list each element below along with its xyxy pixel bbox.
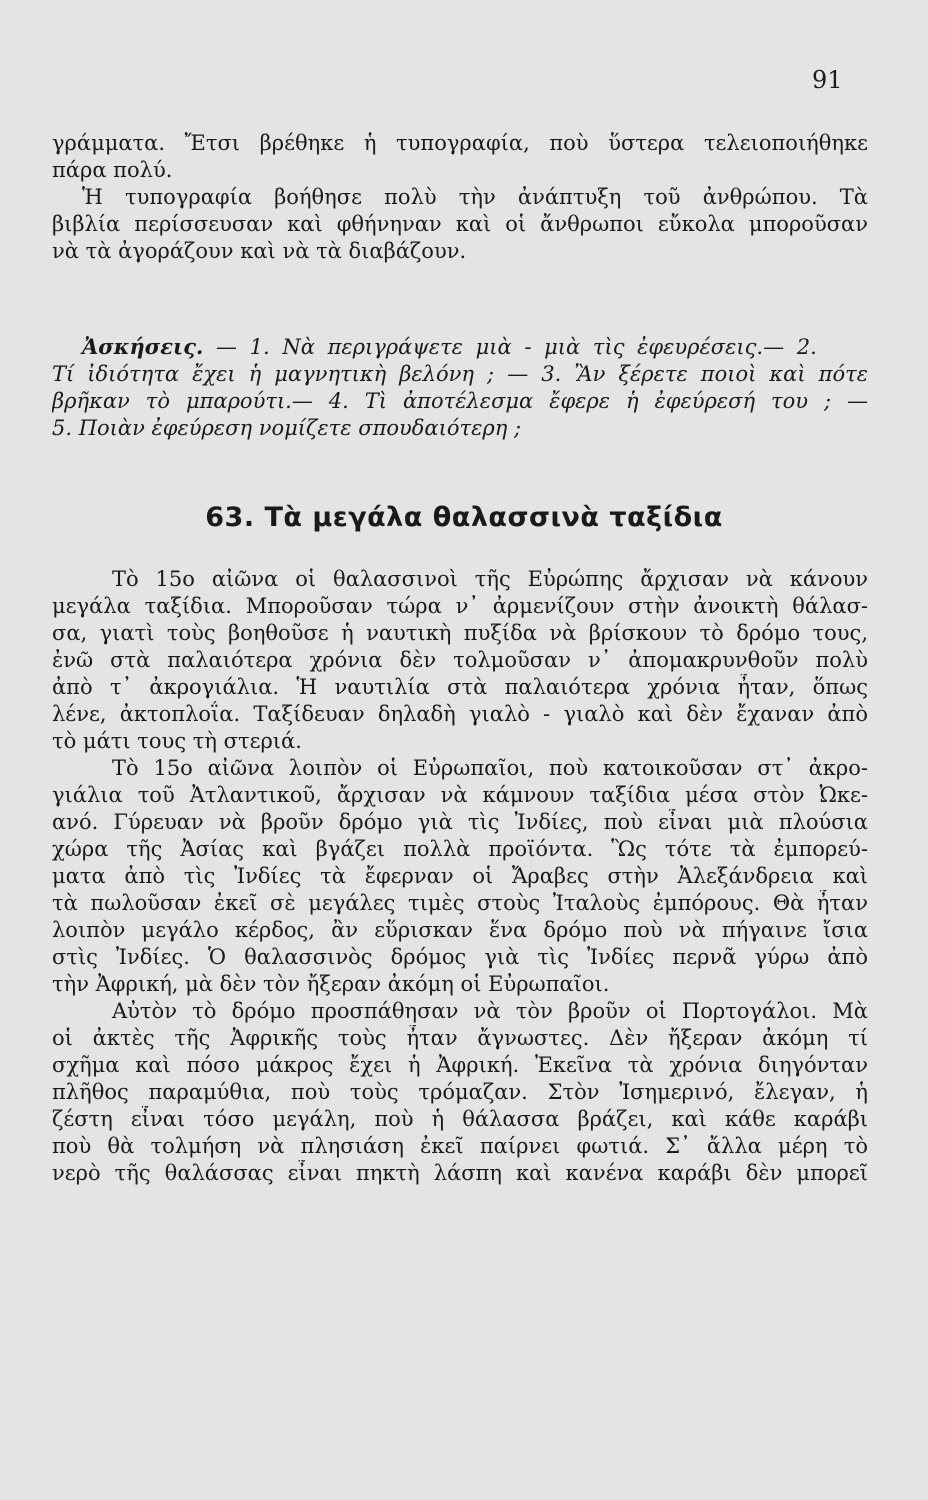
text-line: ἀπὸ τ᾿ ἀκρογιάλια. Ἡ ναυτιλία στὰ παλαιότερα χρόνια ἦταν, ὅπως	[52, 675, 868, 699]
exercises-text: — 1. Νὰ περιγράψετε μιὰ - μιὰ τὶς ἐφευρέσεις.— 2.	[215, 335, 817, 359]
text-line: σα, γιατὶ τοὺς βοηθοῦσε ἡ ναυτικὴ πυξίδα νὰ βρίσκουν τὸ δρόμο τους,	[52, 621, 868, 645]
text-line: πάρα πολύ.	[52, 158, 173, 182]
text-line: λοιπὸν μεγάλο κέρδος, ἂν εὕρισκαν ἕνα δρόμο ποὺ νὰ πήγαινε ἴσια	[52, 918, 868, 942]
intro-paragraphs	[52, 130, 868, 265]
text-line: χώρα τῆς Ἀσίας καὶ βγάζει πολλὰ προϊόντα. Ὣς τότε τὰ ἐμπορεύ-	[52, 837, 868, 861]
text-line: νερὸ τῆς θαλάσσας εἶναι πηκτὴ λάσπη καὶ κανένα καράβι δὲν μπορεῖ	[52, 1161, 868, 1185]
text-line: λένε, ἀκτοπλοΐα. Ταξίδευαν δηλαδὴ γιαλὸ - γιαλὸ καὶ δὲν ἔχαναν ἀπὸ	[52, 702, 868, 726]
text-line: πλῆθος παραμύθια, ποὺ τοὺς τρόμαζαν. Στὸν Ἰσημερινό, ἔλεγαν, ἡ	[52, 1080, 868, 1104]
text-line: Τὸ 15ο αἰῶνα οἱ θαλασσινοὶ τῆς Εὐρώπης ἄρχισαν νὰ κάνουν	[112, 567, 868, 591]
exercises	[52, 333, 868, 442]
text-line: ζέστη εἶναι τόσο μεγάλη, ποὺ ἡ θάλασσα βράζει, καὶ κάθε καράβι	[52, 1107, 868, 1131]
text-line: βρῆκαν τὸ μπαρούτι.— 4. Τὶ ἀποτέλεσμα ἔφερε ἡ ἐφεύρεσή του ; —	[52, 389, 868, 413]
text-line: Τί ἰδιότητα ἔχει ἡ μαγνητικὴ βελόνη ; — 3. Ἂν ξέρετε ποιοὶ καὶ πότε	[52, 362, 868, 386]
text-line: σχῆμα καὶ πόσο μάκρος ἔχει ἡ Ἀφρική. Ἐκεῖνα τὰ χρόνια διηγόνταν	[52, 1053, 868, 1077]
text-line: τὸ μάτι τους τὴ στεριά.	[52, 729, 302, 753]
exercises-label: Ἀσκήσεις.	[82, 334, 204, 359]
text-line: Αὐτὸν τὸ δρόμο προσπάθησαν νὰ τὸν βροῦν οἱ Πορτογάλοι. Μὰ	[112, 999, 868, 1023]
text-line: τὴν Ἀφρική, μὰ δὲν τὸν ἤξεραν ἀκόμη οἱ Εὐρωπαῖοι.	[52, 972, 610, 996]
text-line: 5. Ποιὰν ἐφεύρεση νομίζετε σπουδαιότερη ;	[52, 416, 522, 440]
text-line: οἱ ἀκτὲς τῆς Ἀφρικῆς τοὺς ἦταν ἄγνωστες. Δὲν ἤξεραν ἀκόμη τί	[52, 1026, 868, 1050]
text-line: Τὸ 15ο αἰῶνα λοιπὸν οἱ Εὐρωπαῖοι, ποὺ κατοικοῦσαν στ᾿ ἀκρο-	[112, 756, 868, 780]
section-body	[52, 566, 868, 1187]
text-line: Ἡ τυπογραφία βοήθησε πολὺ τὴν ἀνάπτυξη τοῦ ἀνθρώπου. Τὰ	[82, 185, 868, 209]
text-line: βιβλία περίσσευσαν καὶ φθήνηναν καὶ οἱ ἄνθρωποι εὔκολα μποροῦσαν	[52, 212, 868, 236]
page-number: 91	[812, 66, 843, 94]
text-line: τὰ πωλοῦσαν ἐκεῖ σὲ μεγάλες τιμὲς στοὺς Ἰταλοὺς ἐμπόρους. Θὰ ἦταν	[52, 891, 868, 915]
text-line: γιάλια τοῦ Ἀτλαντικοῦ, ἄρχισαν νὰ κάμνουν ταξίδια μέσα στὸν Ὠκε-	[52, 783, 868, 807]
text-line	[52, 333, 868, 361]
text-line: μεγάλα ταξίδια. Μποροῦσαν τώρα ν᾿ ἀρμενίζουν στὴν ἀνοικτὴ θάλασ-	[52, 594, 868, 618]
text-line: γράμματα. Ἔτσι βρέθηκε ἡ τυπογραφία, ποὺ ὕστερα τελειοποιήθηκε	[52, 131, 868, 155]
text-line: νὰ τὰ ἀγοράζουν καὶ νὰ τὰ διαβάζουν.	[52, 239, 467, 263]
text-line: ἐνῶ στὰ παλαιότερα χρόνια δὲν τολμοῦσαν ν᾿ ἀπομακρυνθοῦν πολὺ	[52, 648, 868, 672]
section-heading: 63. Τὰ μεγάλα θαλασσινὰ ταξίδια	[205, 502, 723, 533]
text-line: στὶς Ἰνδίες. Ὁ θαλασσινὸς δρόμος γιὰ τὶς Ἰνδίες περνᾶ γύρω ἀπὸ	[52, 945, 868, 969]
text-line: ανό. Γύρευαν νὰ βροῦν δρόμο γιὰ τὶς Ἰνδίες, ποὺ εἶναι μιὰ πλούσια	[52, 810, 868, 834]
text-line: ματα ἀπὸ τὶς Ἰνδίες τὰ ἔφερναν οἱ Ἄραβες στὴν Ἀλεξάνδρεια καὶ	[52, 864, 868, 888]
text-line: ποὺ θὰ τολμήση νὰ πλησιάση ἐκεῖ παίρνει φωτιά. Σ᾿ ἄλλα μέρη τὸ	[52, 1134, 868, 1158]
